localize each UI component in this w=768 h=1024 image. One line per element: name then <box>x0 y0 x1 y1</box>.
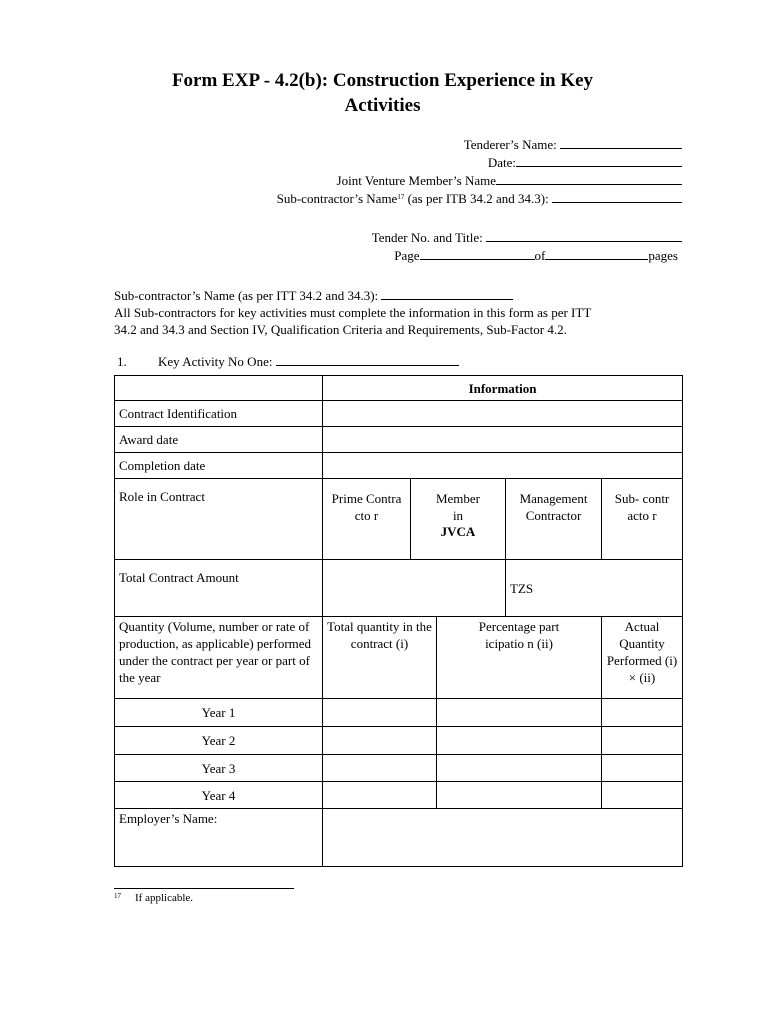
year-2-percentage-cell[interactable] <box>437 727 602 755</box>
quantity-label: Quantity (Volume, number or rate of production, as applicable) performed under the contract per year or part of the year <box>115 617 323 699</box>
total-contract-amount-cell[interactable] <box>323 560 506 617</box>
year-1-actual-cell[interactable] <box>602 699 683 727</box>
table-row <box>115 755 683 782</box>
footnote-ref: 17 <box>397 193 405 201</box>
page-row <box>394 247 678 265</box>
page-number-field[interactable] <box>420 247 535 260</box>
award-date-cell[interactable] <box>323 427 683 453</box>
quantity-header-row <box>115 617 683 699</box>
contract-identification-cell[interactable] <box>323 401 683 427</box>
intro-subcontractor-label: Sub-contractor’s Name (as per ITT 34.2 and 34.3): <box>114 288 379 303</box>
table-header-row <box>115 376 683 401</box>
role-member-jvca[interactable] <box>411 479 506 560</box>
tenderer-name-field[interactable] <box>560 136 682 149</box>
award-date-label: Award date <box>115 427 323 453</box>
table-row <box>115 453 683 479</box>
footnote-number: 17 <box>114 892 121 900</box>
footnote-divider <box>114 888 294 889</box>
intro-line1-row <box>114 287 513 304</box>
information-table <box>114 375 683 867</box>
year-3-actual-cell[interactable] <box>602 755 683 782</box>
year-1-label: Year 1 <box>115 699 323 727</box>
role-member-line2: in <box>452 508 464 523</box>
intro-line2: All Sub-contractors for key activities must complete the information in this form as per ITT <box>114 305 592 320</box>
date-field[interactable] <box>516 154 682 167</box>
of-label: of <box>534 248 546 263</box>
total-quantity-header: Total quantity in the contract (i) <box>323 617 437 699</box>
total-contract-amount-label: Total Contract Amount <box>115 560 323 617</box>
form-title-line1: Form EXP - 4.2(b): Construction Experience in Key <box>171 70 594 91</box>
key-activity-field[interactable] <box>276 353 459 366</box>
tender-title-label: Tender No. and Title: <box>371 230 483 245</box>
subcontractor-name-label: Sub-contractor’s Name <box>276 191 398 206</box>
year-4-actual-cell[interactable] <box>602 782 683 809</box>
year-2-actual-cell[interactable] <box>602 727 683 755</box>
role-management-line1: Management <box>519 491 588 506</box>
actual-quantity-header: Actual Quantity Performed (i) × (ii) <box>602 617 683 699</box>
table-row <box>115 782 683 809</box>
tenderer-name-row <box>464 136 682 154</box>
currency-cell[interactable] <box>506 560 683 617</box>
key-activity-number: 1. <box>117 354 127 369</box>
role-management-line2: Contractor <box>525 508 582 523</box>
information-header: Information <box>323 376 683 401</box>
completion-date-cell[interactable] <box>323 453 683 479</box>
role-prime-contractor[interactable] <box>323 479 411 560</box>
year-4-label: Year 4 <box>115 782 323 809</box>
tenderer-name-label: Tenderer’s Name: <box>463 137 557 152</box>
key-activity-label: Key Activity No One: <box>158 354 273 369</box>
key-activity-row <box>158 353 459 370</box>
pages-label: pages <box>648 248 678 263</box>
tender-title-field[interactable] <box>486 229 682 242</box>
year-1-total-cell[interactable] <box>323 699 437 727</box>
total-amount-row <box>115 560 683 617</box>
table-row <box>115 727 683 755</box>
table-row <box>115 699 683 727</box>
role-row <box>115 479 683 560</box>
form-title-line2: Activities <box>344 95 421 116</box>
role-sub-text: Sub- contracto r <box>614 491 670 523</box>
contract-identification-label: Contract Identification <box>115 401 323 427</box>
year-3-percentage-cell[interactable] <box>437 755 602 782</box>
table-row <box>115 427 683 453</box>
year-3-label: Year 3 <box>115 755 323 782</box>
form-title <box>130 68 635 118</box>
table-row <box>115 401 683 427</box>
year-2-total-cell[interactable] <box>323 727 437 755</box>
date-row <box>488 154 682 172</box>
percentage-header: Percentage participatio n (ii) <box>437 617 602 699</box>
subcontractor-name-row <box>277 190 682 208</box>
year-3-total-cell[interactable] <box>323 755 437 782</box>
table-header-empty <box>115 376 323 401</box>
currency-label: TZS <box>510 581 534 596</box>
date-label: Date: <box>487 155 516 170</box>
year-4-percentage-cell[interactable] <box>437 782 602 809</box>
employer-name-cell[interactable] <box>323 809 683 867</box>
jv-member-row <box>337 172 682 190</box>
role-sub-contractor[interactable] <box>602 479 683 560</box>
year-1-percentage-cell[interactable] <box>437 699 602 727</box>
completion-date-label: Completion date <box>115 453 323 479</box>
subcontractor-name-field[interactable] <box>552 190 682 203</box>
intro-line3: 34.2 and 34.3 and Section IV, Qualification Criteria and Requirements, Sub-Factor 4.2. <box>114 322 567 337</box>
role-in-contract-label: Role in Contract <box>115 479 323 560</box>
year-4-total-cell[interactable] <box>323 782 437 809</box>
subcontractor-name-label-suffix: (as per ITB 34.2 and 34.3): <box>407 191 549 206</box>
employer-name-label: Employer’s Name: <box>115 809 323 867</box>
page-label: Page <box>394 248 420 263</box>
tender-title-row <box>372 229 682 247</box>
role-member-line1: Member <box>435 491 481 506</box>
year-2-label: Year 2 <box>115 727 323 755</box>
role-management-contractor[interactable] <box>506 479 602 560</box>
employer-row <box>115 809 683 867</box>
page-total-field[interactable] <box>545 247 648 260</box>
role-prime-text: Prime Contracto r <box>331 491 402 523</box>
jv-member-label: Joint Venture Member’s Name <box>336 173 496 188</box>
intro-subcontractor-field[interactable] <box>381 287 513 300</box>
role-member-line3: JVCA <box>440 524 476 539</box>
jv-member-field[interactable] <box>496 172 682 185</box>
footnote-text: If applicable. <box>135 892 194 904</box>
